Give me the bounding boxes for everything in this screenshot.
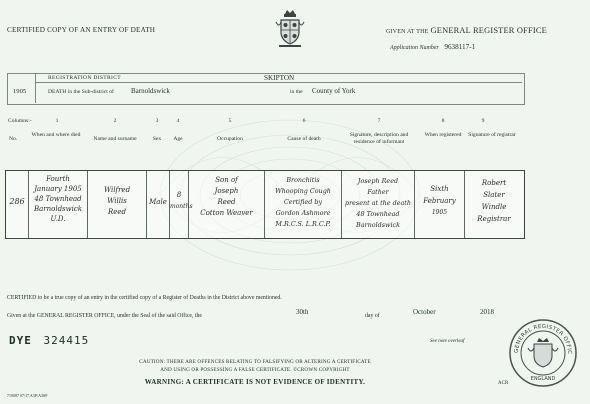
print-code: 719087 07/17 A3P/A3SP [7, 393, 48, 398]
entry-number: 286 [9, 197, 25, 206]
register-entry [5, 170, 525, 239]
certificate-title: CERTIFIED COPY OF AN ENTRY OF DEATH [7, 26, 156, 34]
register-office-seal-icon [508, 318, 578, 388]
column-number: 8 [441, 118, 445, 124]
column-number: 1 [55, 118, 59, 124]
column-number: 2 [113, 118, 117, 124]
columns-label: Columns:- [8, 118, 32, 124]
death-year: 1905 [13, 88, 27, 95]
column-heading-age: Age [173, 136, 183, 142]
entry-name: Wilfred Willis Reed [103, 186, 131, 216]
certification-statement: CERTIFIED to be a true copy of an entry in the certified copy of a Register of Deaths in the District above mentioned. [7, 295, 282, 301]
column-number: 4 [176, 118, 180, 124]
column-number: 7 [377, 118, 381, 124]
given-statement: Given at the GENERAL REGISTER OFFICE, under the Seal of the said Office, the [7, 313, 202, 319]
column-number: 3 [155, 118, 159, 124]
column-heading-name: Name and surname [93, 136, 137, 142]
registration-district-value: SKIPTON [264, 74, 295, 82]
caution-line-2: AND USING OR POSSESSING A FALSE CERTIFICATE. ©CROWN COPYRIGHT [160, 367, 350, 373]
entry-sex: Male [149, 198, 167, 206]
day-of-label: day of [365, 313, 380, 319]
subdistrict-value: Barnoldswick [131, 87, 170, 95]
royal-crest-icon [275, 8, 305, 48]
district-rule [36, 82, 522, 83]
issue-year: 2018 [480, 308, 494, 316]
identity-warning: WARNING: A CERTIFICATE IS NOT EVIDENCE OF IDENTITY. [144, 378, 366, 386]
svg-text:ENGLAND: ENGLAND [530, 376, 556, 382]
column-number: 5 [228, 118, 232, 124]
entry-age: 8 months [170, 191, 193, 210]
column-number: 6 [302, 118, 306, 124]
county-value: County of York [312, 87, 356, 95]
certificate-serial: DYE 324415 [9, 334, 90, 347]
caution-line-1: CAUTION: THERE ARE OFFENCES RELATING TO FALSIFYING OR ALTERING A CERTIFICATE [139, 359, 371, 365]
registration-district-label: REGISTRATION DISTRICT [48, 75, 121, 81]
entry-occupation: Son of Joseph Reed Cotton Weaver [200, 176, 253, 217]
see-note-overleaf: See note overleaf [430, 339, 465, 344]
column-number: 9 [481, 118, 485, 124]
column-heading-registered: When registered [424, 132, 462, 138]
column-heading-when-where: When and where died [31, 132, 81, 138]
acr-code: ACR [498, 381, 509, 386]
application-number: Application Number 9638117-1 [390, 43, 476, 51]
entry-registrar: Robert Slater Windle Registrar [477, 179, 511, 223]
issue-day: 30th [296, 308, 309, 316]
column-heading-sex: Sex [152, 136, 162, 142]
subdistrict-label: DEATH in the Sub-district of [48, 89, 114, 95]
svg-text:GENERAL REGISTER OFFICE: GENERAL REGISTER OFFIC [513, 323, 573, 355]
issue-month: October [413, 308, 436, 316]
entry-registered: Sixth February 1905 [423, 185, 456, 216]
column-heading-registrar: Signature of registrar [468, 132, 516, 138]
entry-when-where: Fourth January 1905 48 Townhead Barnoldswick U.D. [33, 175, 83, 223]
column-heading-cause: Cause of death [287, 136, 321, 142]
entry-cause: Bronchitis Whooping Cough Certified by Gordon Ashmore M.R.C.S. L.R.C.P. [275, 176, 331, 228]
column-heading-occupation: Occupation [217, 136, 243, 142]
issuing-office: GIVEN AT THE GENERAL REGISTER OFFICE [386, 26, 547, 35]
entry-informant: Joseph Reed Father present at the death 48 Townhead Barnoldswick [345, 177, 411, 229]
county-in-label: in the [290, 89, 303, 95]
number-column-label: No. [9, 136, 18, 142]
column-heading-informant: Signature, description and residence of informant [349, 132, 409, 145]
